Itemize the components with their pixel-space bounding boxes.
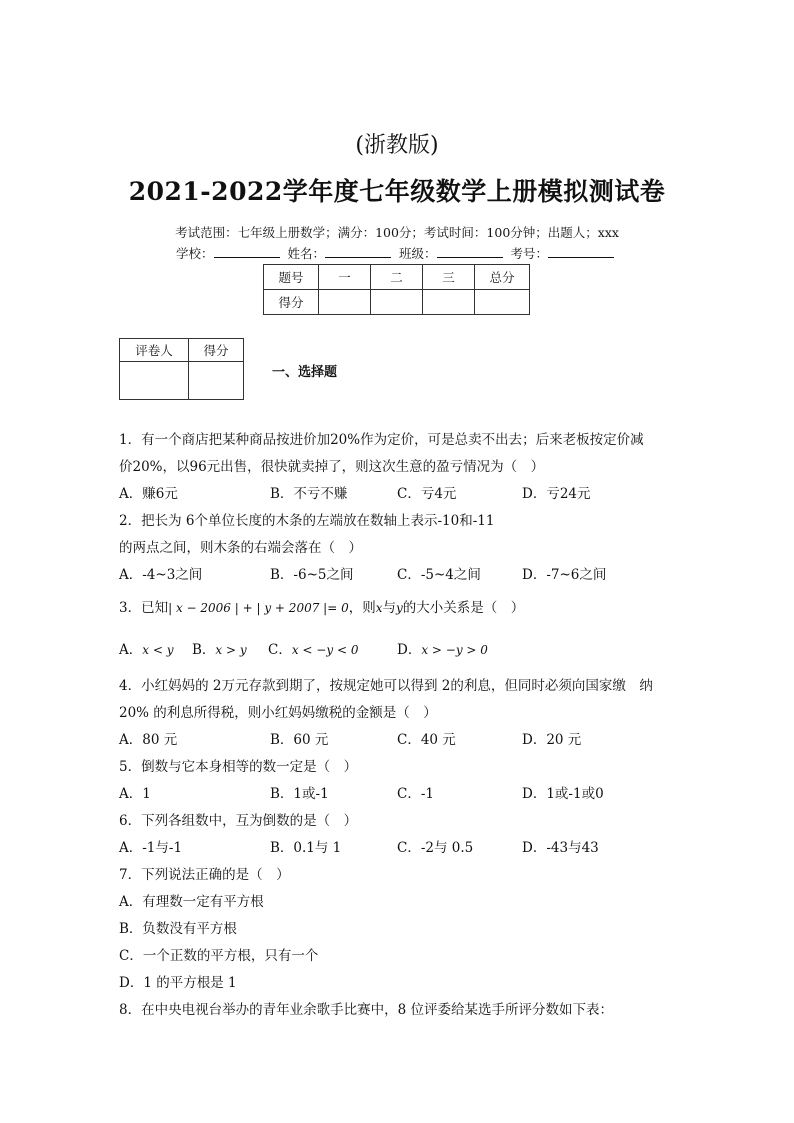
question-1-option-a[interactable]: A．赚6元 <box>119 486 178 502</box>
grader-cell[interactable] <box>120 362 189 400</box>
question-3-option-b[interactable] <box>192 638 247 658</box>
exam-info: 考试范围：七年级上册数学；满分：100分；考试时间：100分钟；出题人；xxx <box>175 225 619 240</box>
question-5-option-a[interactable]: A．1 <box>119 786 151 802</box>
grader-header-cell: 评卷人 <box>120 339 189 362</box>
question-4-option-b[interactable]: B．60 元 <box>270 732 329 748</box>
question-1-option-d[interactable]: D．亏24元 <box>522 486 591 502</box>
score-table-row <box>264 290 530 315</box>
question-3-option-a[interactable] <box>119 638 173 658</box>
question-7-line-1: 7．下列说法正确的是（ ） <box>119 867 290 883</box>
name-label: 姓名： <box>287 246 325 261</box>
question-3-suffix: 的大小关系是（ ） <box>402 600 525 616</box>
question-3-mid2: 与 <box>382 600 396 616</box>
grader-table <box>119 338 244 400</box>
question-2-line-2: 的两点之间，则木条的右端会落在（ ） <box>119 540 362 556</box>
question-4-option-a[interactable]: A．80 元 <box>119 732 178 748</box>
question-6-option-b[interactable]: B．0.1与 1 <box>270 840 342 856</box>
question-3-mid: ，则 <box>348 600 376 616</box>
question-7-option-b[interactable]: B．负数没有平方根 <box>119 921 237 937</box>
option-formula: x < y <box>142 643 174 657</box>
question-3-prefix: 3．已知 <box>119 600 169 616</box>
question-2-option-a[interactable]: A．-4~3之间 <box>119 567 203 583</box>
grader-header-row <box>120 339 244 362</box>
question-3-formula: | x − 2006 | + | y + 2007 |= 0 <box>168 601 349 615</box>
question-6-option-c[interactable]: C．-2与 0.5 <box>397 840 474 856</box>
score-header-cell: 三 <box>423 265 475 290</box>
section-title: 一、选择题 <box>272 365 338 380</box>
question-5-line-1: 5．倒数与它本身相等的数一定是（ ） <box>119 759 358 775</box>
option-letter: A． <box>119 642 143 658</box>
question-7-option-d[interactable]: D．1 的平方根是 1 <box>119 975 237 991</box>
question-4-option-d[interactable]: D．20 元 <box>522 732 582 748</box>
question-3-option-d[interactable] <box>397 638 488 658</box>
school-label: 学校： <box>175 246 214 261</box>
question-5-option-d[interactable]: D．1或-1或0 <box>522 786 604 802</box>
score-header-cell: 二 <box>371 265 423 290</box>
score-cell[interactable] <box>475 290 530 315</box>
option-formula: x < −y < 0 <box>291 643 359 657</box>
score-table <box>263 264 530 315</box>
question-2-option-b[interactable]: B．-6~5之间 <box>270 567 354 583</box>
class-blank[interactable] <box>437 245 503 258</box>
question-6-option-d[interactable]: D．-43与43 <box>522 840 599 856</box>
exam-no-label: 考号： <box>510 246 548 261</box>
school-blank[interactable] <box>214 245 280 258</box>
question-2-option-c[interactable]: C．-5~4之间 <box>397 567 481 583</box>
question-4-line-1: 4．小红妈妈的 2万元存款到期了，按规定她可以得到 2的利息，但同时必须向国家缴 纳 <box>119 678 653 694</box>
question-3-var-y: y <box>395 601 403 615</box>
score-header-cell: 总分 <box>475 265 530 290</box>
question-7-option-a[interactable]: A．有理数一定有平方根 <box>119 894 264 910</box>
score-table-header-row <box>264 265 530 290</box>
score-cell[interactable] <box>319 290 371 315</box>
question-5-option-c[interactable]: C．-1 <box>397 786 434 802</box>
question-3-var-x: x <box>375 601 383 615</box>
question-2-option-d[interactable]: D．-7~6之间 <box>522 567 607 583</box>
class-label: 班级： <box>398 246 437 261</box>
question-4-option-c[interactable]: C．40 元 <box>397 732 456 748</box>
question-6-line-1: 6．下列各组数中，互为倒数的是（ ） <box>119 813 358 829</box>
option-letter: B． <box>192 642 216 658</box>
question-3-option-c[interactable] <box>268 638 358 658</box>
exam-no-blank[interactable] <box>548 245 614 258</box>
edition-label: (浙教版) <box>355 133 439 158</box>
grader-cell[interactable] <box>189 362 244 400</box>
exam-title: 2021-2022学年度七年级数学上册模拟测试卷 <box>128 177 666 206</box>
question-4-line-2: 20% 的利息所得税，则小红妈妈缴税的金额是（ ） <box>119 705 437 721</box>
score-cell[interactable] <box>423 290 475 315</box>
question-1-line-2: 价20%，以96元出售，很快就卖掉了，则这次生意的盈亏情况为（ ） <box>119 459 545 475</box>
score-row-label: 得分 <box>264 290 319 315</box>
question-7-option-c[interactable]: C．一个正数的平方根，只有一个 <box>119 948 319 964</box>
score-header-cell: 题号 <box>264 265 319 290</box>
name-blank[interactable] <box>325 245 391 258</box>
question-5-option-b[interactable]: B．1或-1 <box>270 786 329 802</box>
question-8-line-1: 8．在中央电视台举办的青年业余歌手比赛中，8 位评委给某选手所评分数如下表： <box>119 1002 613 1018</box>
option-letter: D． <box>397 642 422 658</box>
student-fields <box>0 244 794 262</box>
grader-row <box>120 362 244 400</box>
question-1-line-1: 1．有一个商店把某种商品按进价加20%作为定价，可是总卖不出去；后来老板按定价减 <box>119 432 644 448</box>
grader-header-cell: 得分 <box>189 339 244 362</box>
option-formula: x > y <box>215 643 247 657</box>
score-header-cell: 一 <box>319 265 371 290</box>
question-6-option-a[interactable]: A．-1与-1 <box>119 840 183 856</box>
option-formula: x > −y > 0 <box>421 643 488 657</box>
question-1-option-c[interactable]: C．亏4元 <box>397 486 457 502</box>
question-1-option-b[interactable]: B．不亏不赚 <box>270 486 348 502</box>
question-2-line-1: 2．把长为 6个单位长度的木条的左端放在数轴上表示-10和-11 <box>119 513 495 529</box>
score-cell[interactable] <box>371 290 423 315</box>
option-letter: C． <box>268 642 292 658</box>
question-3-line-1 <box>119 596 524 616</box>
